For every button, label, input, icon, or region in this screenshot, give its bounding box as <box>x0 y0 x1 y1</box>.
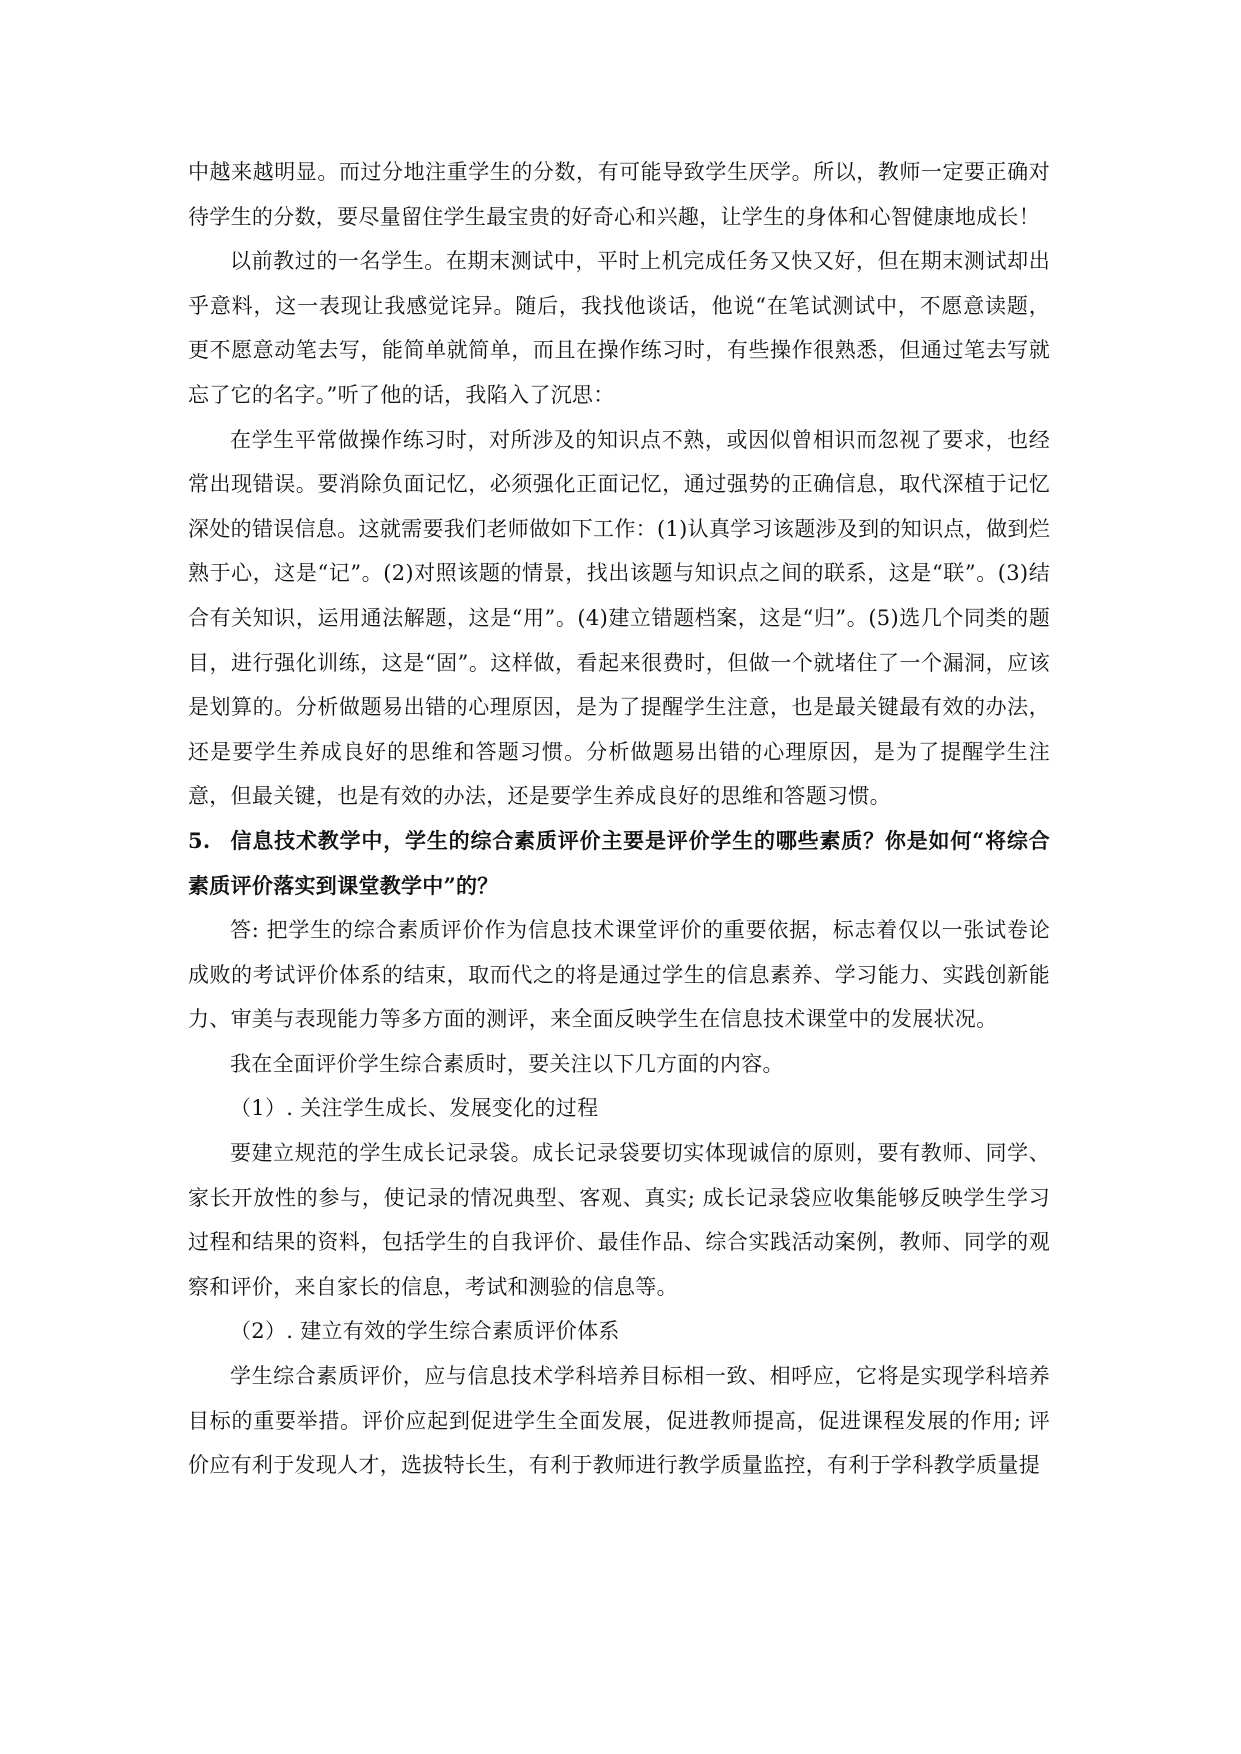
question-heading <box>188 819 1050 908</box>
paragraph-evaluation-system: 学生综合素质评价，应与信息技术学科培养目标相一致、相呼应，它将是实现学科培养目标的重要举措。评价应起到促进学生全面发展，促进教师提高，促进课程发展的作用; 评价应有利于发现人才，选拔特长生，有利于教师进行教学质量监控，有利于学科教学质量提 <box>188 1364 1050 1478</box>
subheading-1: （1）. 关注学生成长、发展变化的过程 <box>230 1096 599 1121</box>
answer-intro: 答: 把学生的综合素质评价作为信息技术课堂评价的重要依据，标志着仅以一张试卷论成败的考试评价体系的结束，取而代之的将是通过学生的信息素养、学习能力、实践创新能力、审美与表现能力等多方面的测评，来全面反映学生在信息技术课堂中的发展状况。 <box>188 918 1050 1032</box>
paragraph-continued: 中越来越明显。而过分地注重学生的分数，有可能导致学生厌学。所以，教师一定要正确对待学生的分数，要尽量留住学生最宝贵的好奇心和兴趣，让学生的身体和心智健康地成长！ <box>188 160 1050 229</box>
paragraph-error-analysis: 在学生平常做操作练习时，对所涉及的知识点不熟，或因似曾相识而忽视了要求，也经常出现错误。要消除负面记忆，必须强化正面记忆，通过强势的正确信息，取代深植于记忆深处的错误信息。这就需要我们老师做如下工作：(1)认真学习该题涉及到的知识点，做到烂熟于心，这是“记”。(2)对照该题的情景，找出该题与知识点之间的联系，这是“联”。(3)结合有关知识，运用通法解题，这是“用”。(4)建立错题档案，这是“归”。(5)选几个同类的题目，进行强化训练，这是“固”。这样做，看起来很费时，但做一个就堵住了一个漏洞，应该是划算的。分析做题易出错的心理原因，是为了提醒学生注意，也是最关键最有效的办法，还是要学生养成良好的思维和答题习惯。分析做题易出错的心理原因，是为了提醒学生注意，但最关键，也是有效的办法，还是要学生养成良好的思维和答题习惯。 <box>188 427 1050 809</box>
question-text: 信息技术教学中，学生的综合素质评价主要是评价学生的哪些素质？你是如何“将综合素质评价落实到课堂教学中”的？ <box>188 827 1050 898</box>
question-number: 5. <box>188 827 211 853</box>
document-page <box>188 150 1050 1488</box>
paragraph-growth-record: 要建立规范的学生成长记录袋。成长记录袋要切实体现诚信的原则，要有教师、同学、家长开放性的参与，使记录的情况典型、客观、真实; 成长记录袋应收集能够反映学生学习过程和结果的资料，包括学生的自我评价、最佳作品、综合实践活动案例，教师、同学的观察和评价，来自家长的信息，考试和测验的信息等。 <box>188 1141 1050 1299</box>
answer-overview: 我在全面评价学生综合素质时，要关注以下几方面的内容。 <box>230 1051 784 1076</box>
subheading-2: （2）. 建立有效的学生综合素质评价体系 <box>230 1319 620 1344</box>
paragraph-student-story: 以前教过的一名学生。在期末测试中，平时上机完成任务又快又好，但在期末测试却出乎意料，这一表现让我感觉诧异。随后，我找他谈话，他说“在笔试测试中，不愿意读题，更不愿意动笔去写，能简单就简单，而且在操作练习时，有些操作很熟悉，但通过笔去写就忘了它的名字。”听了他的话，我陷入了沉思： <box>188 249 1050 407</box>
